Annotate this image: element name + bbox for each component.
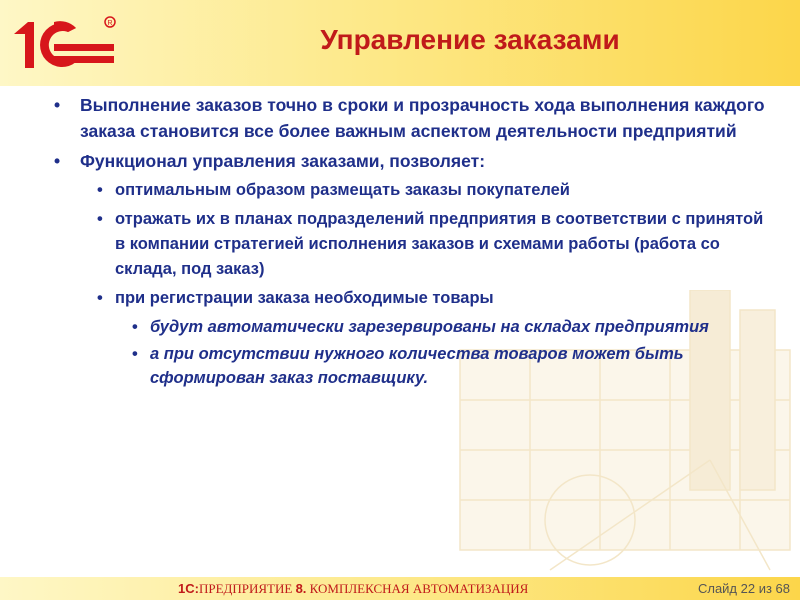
bullet-item bbox=[48, 148, 768, 174]
bullet-icon: • bbox=[97, 210, 103, 228]
brand-product: ПРЕДПРИЯТИЕ bbox=[198, 581, 296, 596]
sub-bullet-item bbox=[48, 286, 768, 311]
1c-logo-icon bbox=[10, 14, 118, 74]
bullet-icon: • bbox=[132, 345, 138, 363]
bullet-icon: • bbox=[97, 289, 103, 307]
brand-prefix: 1С: bbox=[178, 581, 199, 596]
bullet-item bbox=[48, 92, 768, 144]
sub-bullet-item bbox=[48, 178, 768, 203]
sub-sub-bullet-item bbox=[48, 342, 768, 390]
bullet-text: отражать их в планах подразделений предприятия в соответствии с принятой в компании стратегией исполнения заказов и схемами работы (работа со склада, под заказ) bbox=[115, 210, 764, 278]
bullet-text: Выполнение заказов точно в сроки и прозрачность хода выполнения каждого заказа становится все более важным аспектом деятельности предприятий bbox=[80, 95, 765, 141]
slide-content bbox=[48, 92, 768, 393]
footer-brand bbox=[178, 581, 528, 597]
bullet-icon: • bbox=[54, 151, 61, 171]
bullet-text: будут автоматически зарезервированы на складах предприятия bbox=[150, 318, 709, 336]
bullet-icon: • bbox=[132, 318, 138, 336]
sub-sub-bullet-item bbox=[48, 315, 768, 339]
bullet-text: Функционал управления заказами, позволяет: bbox=[80, 151, 486, 171]
bullet-text: а при отсутствии нужного количества товаров может быть сформирован заказ поставщику. bbox=[150, 345, 684, 387]
sub-bullet-item bbox=[48, 207, 768, 282]
slide-counter: Слайд 22 из 68 bbox=[697, 581, 790, 596]
svg-text:R: R bbox=[107, 20, 113, 27]
bullet-text: при регистрации заказа необходимые товары bbox=[115, 289, 494, 307]
brand-version: 8. bbox=[295, 581, 307, 596]
footer-bar bbox=[0, 577, 800, 600]
brand-tagline: КОМПЛЕКСНАЯ АВТОМАТИЗАЦИЯ bbox=[306, 581, 529, 596]
header-bar bbox=[0, 0, 800, 86]
bullet-icon: • bbox=[54, 95, 61, 115]
slide-title: Управление заказами bbox=[320, 24, 620, 55]
bullet-text: оптимальным образом размещать заказы покупателей bbox=[115, 181, 570, 199]
bullet-icon: • bbox=[97, 181, 103, 199]
